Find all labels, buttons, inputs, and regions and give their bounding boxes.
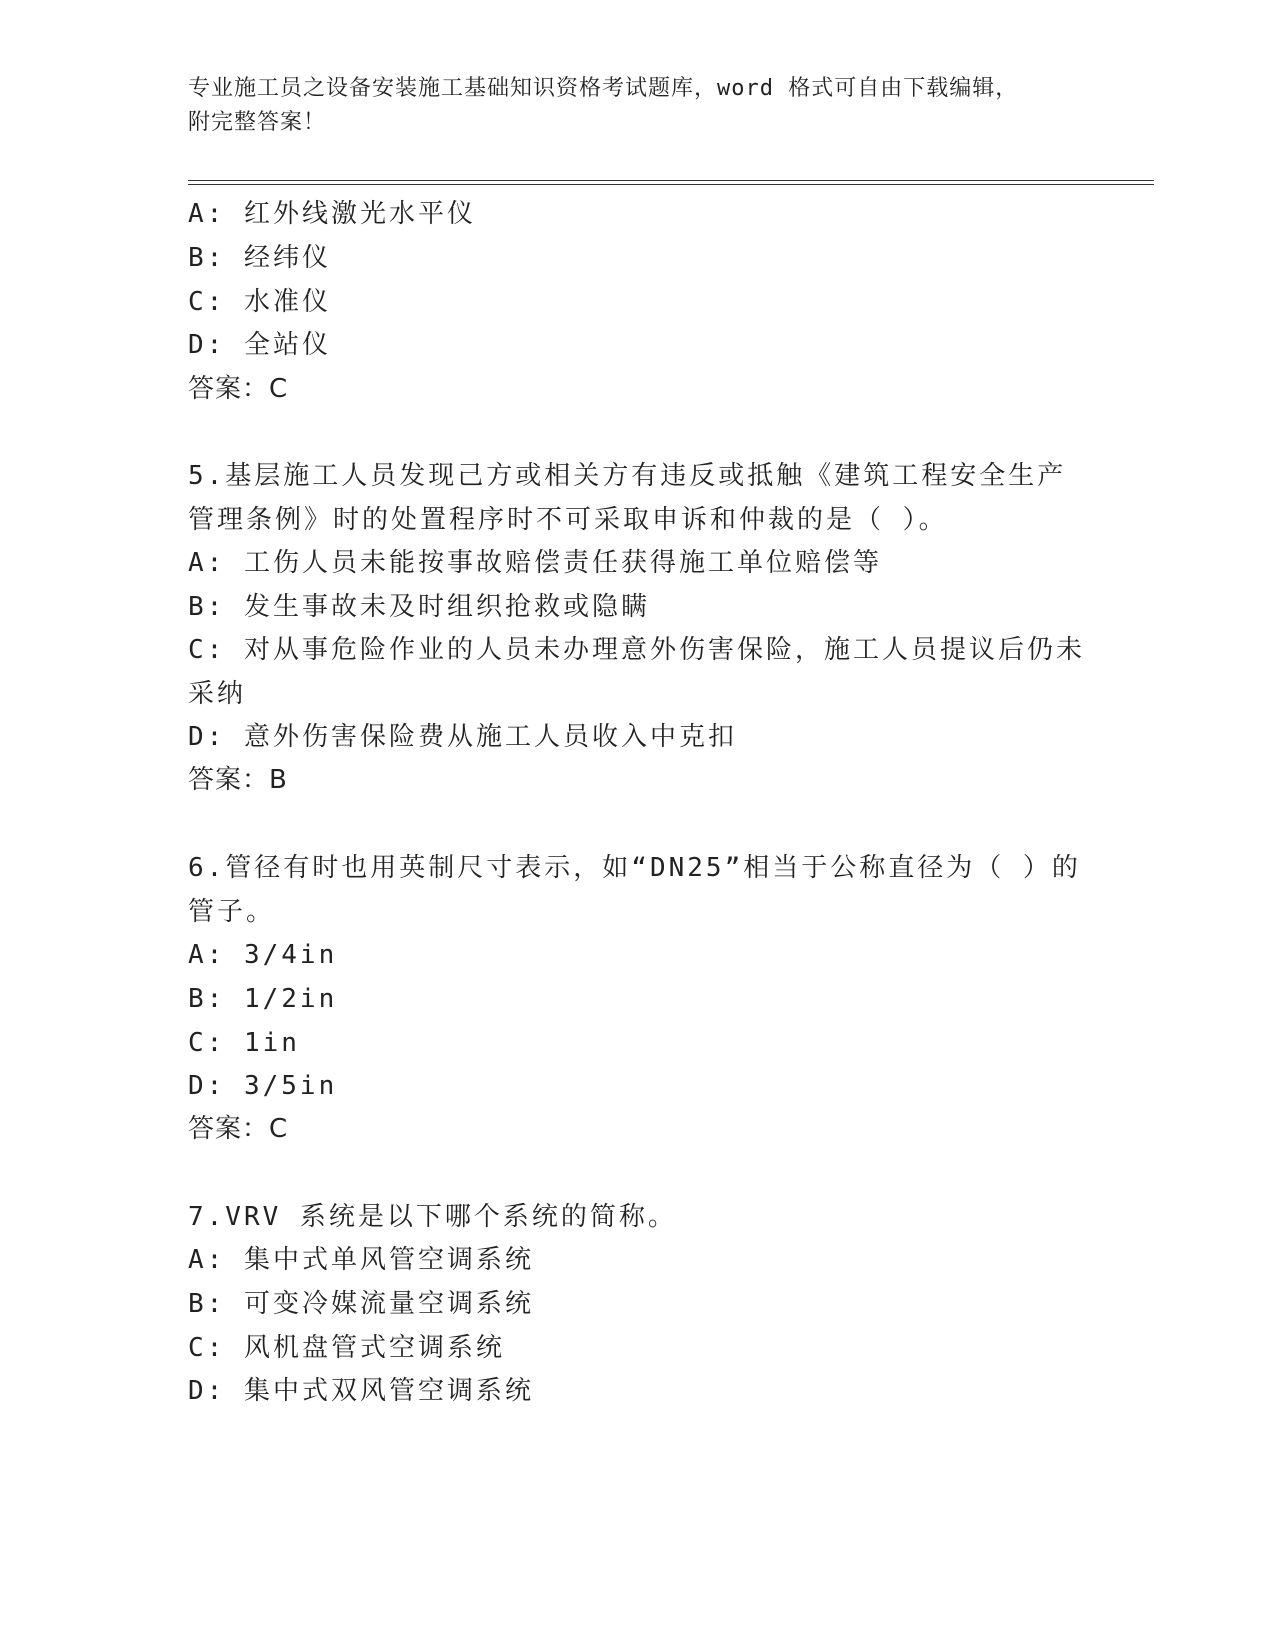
q5-answer: 答案：B bbox=[188, 765, 288, 795]
q4-option-c: C: 水准仪 bbox=[188, 287, 331, 317]
header-divider-bottom bbox=[188, 184, 1154, 185]
q7-stem: 7.VRV 系统是以下哪个系统的简称。 bbox=[188, 1202, 677, 1232]
q5-option-b: B: 发生事故未及时组织抢救或隐瞒 bbox=[188, 592, 650, 622]
q7-option-c: C: 风机盘管式空调系统 bbox=[188, 1333, 505, 1363]
q7-option-d: D: 集中式双风管空调系统 bbox=[188, 1376, 534, 1406]
q4-option-b: B: 经纬仪 bbox=[188, 243, 331, 273]
q5-stem-line-1: 5.基层施工人员发现己方或相关方有违反或抵触《建筑工程安全生产 bbox=[188, 461, 1067, 491]
q5-option-d: D: 意外伤害保险费从施工人员收入中克扣 bbox=[188, 722, 737, 752]
q6-stem-line-1: 6.管径有时也用英制尺寸表示，如“DN25”相当于公称直径为（ ）的 bbox=[188, 853, 1081, 883]
header-line-1: 专业施工员之设备安装施工基础知识资格考试题库，word 格式可自由下载编辑， bbox=[188, 76, 1019, 101]
q6-option-b: B: 1/2in bbox=[188, 984, 338, 1014]
q6-option-d: D: 3/5in bbox=[188, 1071, 338, 1101]
q4-option-d: D: 全站仪 bbox=[188, 330, 331, 360]
q7-option-a: A: 集中式单风管空调系统 bbox=[188, 1245, 534, 1275]
q6-stem-line-2: 管子。 bbox=[188, 897, 276, 927]
q4-option-a: A: 红外线激光水平仪 bbox=[188, 199, 476, 229]
q5-option-c-continued: 采纳 bbox=[188, 679, 247, 709]
q6-option-a: A: 3/4in bbox=[188, 940, 338, 970]
header-line-2: 附完整答案！ bbox=[188, 110, 327, 135]
header-divider-top bbox=[188, 180, 1154, 181]
q6-option-c: C: 1in bbox=[188, 1028, 300, 1058]
q5-option-a: A: 工伤人员未能按事故赔偿责任获得施工单位赔偿等 bbox=[188, 548, 882, 578]
header-text bbox=[188, 72, 1088, 140]
q6-answer: 答案：C bbox=[188, 1114, 289, 1144]
q5-option-c: C: 对从事危险作业的人员未办理意外伤害保险，施工人员提议后仍未 bbox=[188, 635, 1085, 665]
q4-answer: 答案：C bbox=[188, 374, 289, 404]
q7-option-b: B: 可变冷媒流量空调系统 bbox=[188, 1289, 534, 1319]
q5-stem-line-2: 管理条例》时的处置程序时不可采取申诉和仲裁的是（ ）。 bbox=[188, 505, 948, 535]
